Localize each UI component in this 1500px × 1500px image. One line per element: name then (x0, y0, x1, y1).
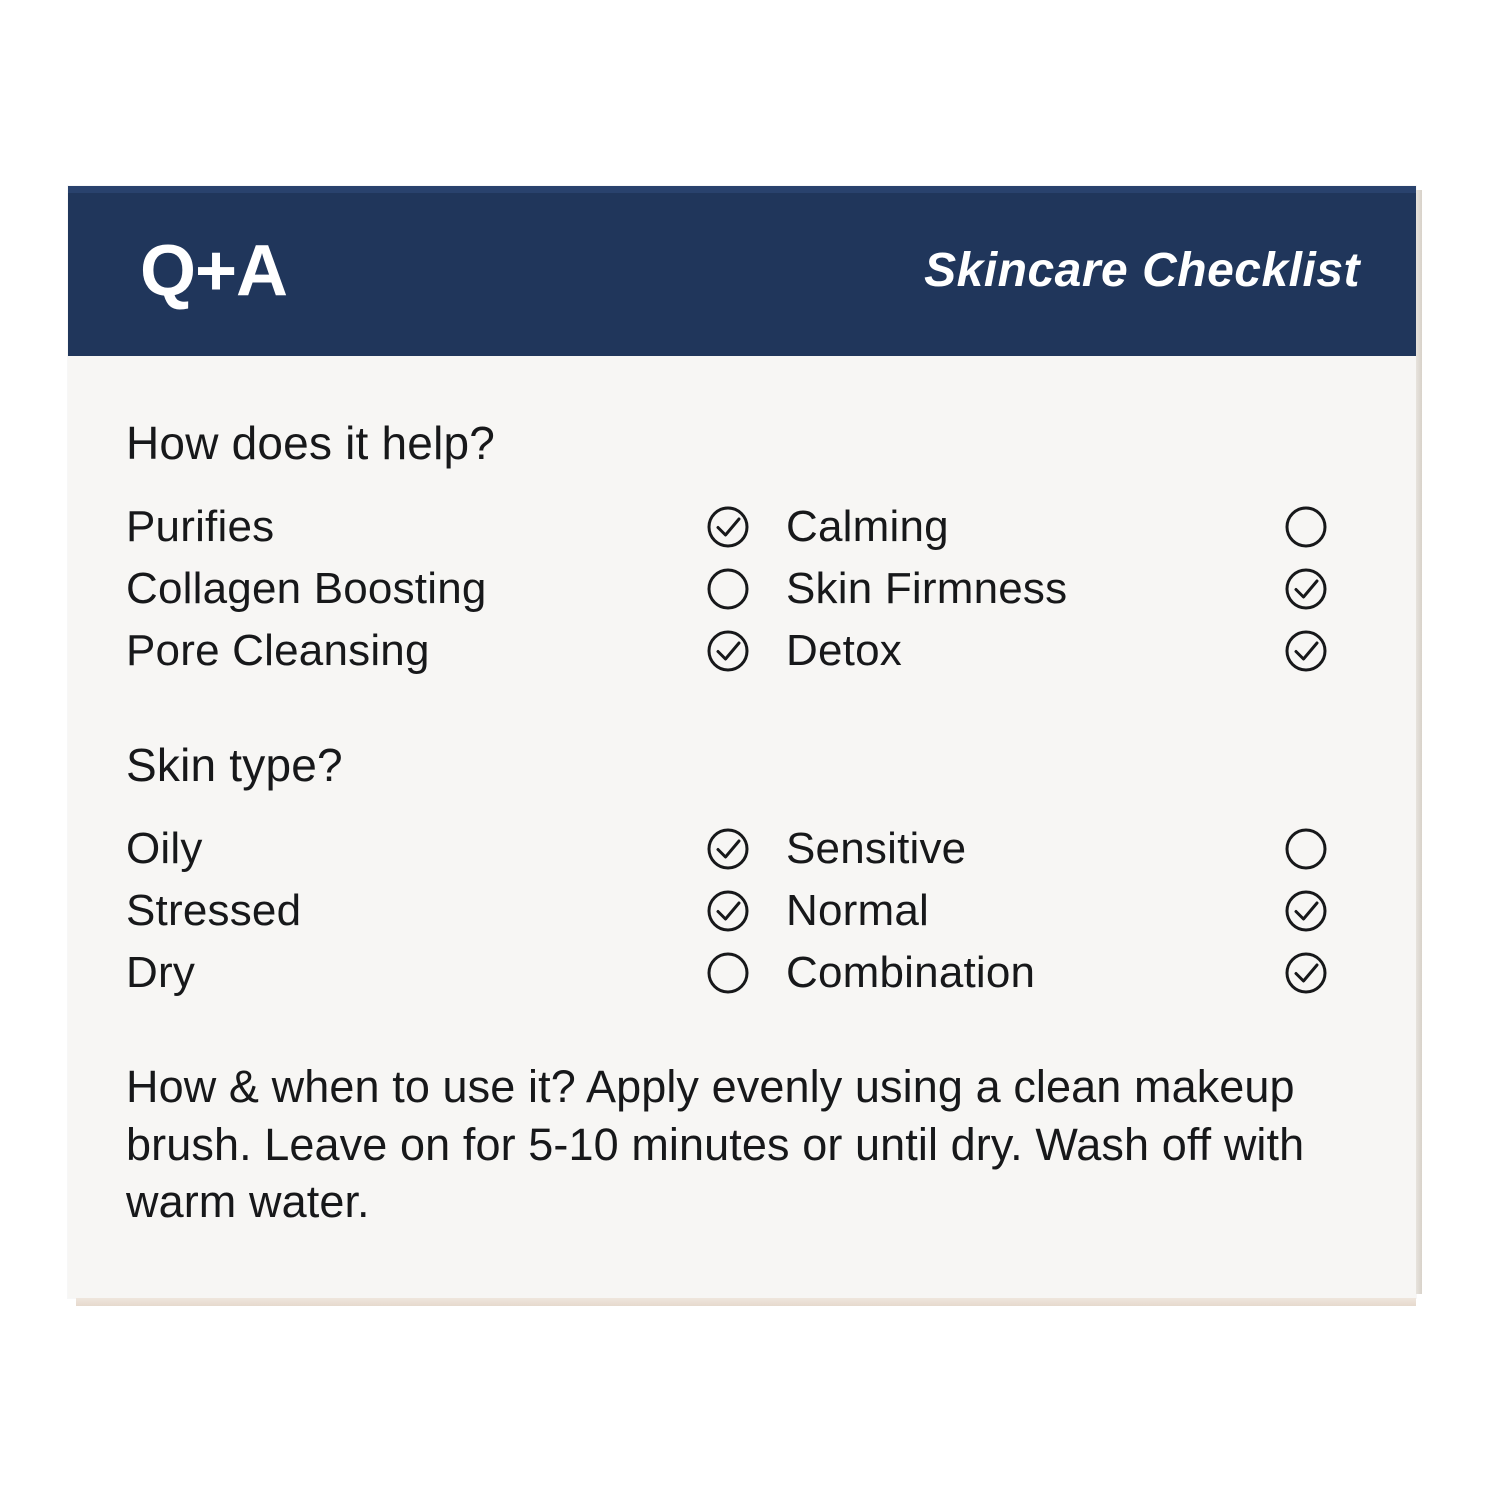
list-item-label: Calming (786, 502, 949, 551)
check-circle-icon[interactable] (1284, 889, 1328, 933)
list-item-label: Skin Firmness (786, 564, 1068, 613)
section-question: Skin type? (126, 739, 343, 791)
check-circle-icon[interactable] (1284, 567, 1328, 611)
check-circle-icon[interactable] (1284, 951, 1328, 995)
checklist-content (68, 356, 1416, 1298)
check-circle-icon[interactable] (706, 505, 750, 549)
list-item[interactable] (786, 880, 1344, 942)
package-panel (68, 186, 1416, 1298)
list-item[interactable] (126, 558, 766, 620)
check-circle-icon[interactable] (1284, 629, 1328, 673)
list-item[interactable] (126, 880, 766, 942)
checklist-grid (126, 496, 1344, 682)
list-item-label: Stressed (126, 886, 302, 935)
page-title: Skincare Checklist (924, 244, 1360, 297)
list-item-label: Oily (126, 824, 203, 873)
list-item-label: Purifies (126, 502, 275, 551)
check-circle-icon[interactable] (706, 889, 750, 933)
circle-icon[interactable] (1284, 827, 1328, 871)
section-how-does-it-help (126, 416, 1344, 682)
checklist-grid (126, 818, 1344, 1004)
circle-icon[interactable] (1284, 505, 1328, 549)
list-item-label: Sensitive (786, 824, 967, 873)
list-item[interactable] (126, 942, 766, 1004)
list-item-label: Detox (786, 626, 902, 675)
list-item[interactable] (126, 620, 766, 682)
list-item-label: Dry (126, 948, 196, 997)
list-item[interactable] (786, 818, 1344, 880)
header-band (68, 186, 1416, 356)
section-divider-space (126, 682, 1344, 738)
check-circle-icon[interactable] (706, 827, 750, 871)
list-item[interactable] (786, 558, 1344, 620)
list-item[interactable] (786, 496, 1344, 558)
check-circle-icon[interactable] (706, 629, 750, 673)
section-question: How does it help? (126, 417, 496, 469)
list-item-label: Normal (786, 886, 929, 935)
brand-logo: Q+A (140, 231, 288, 311)
list-item[interactable] (786, 942, 1344, 1004)
package-bottom-edge (76, 1298, 1416, 1306)
circle-icon[interactable] (706, 567, 750, 611)
list-item[interactable] (786, 620, 1344, 682)
list-item-label: Combination (786, 948, 1036, 997)
usage-instructions: How & when to use it? Apply evenly using a clean makeup brush. Leave on for 5-10 minutes or until dry. Wash off with warm water. (126, 1061, 1305, 1228)
package-right-edge (1416, 190, 1422, 1294)
section-skin-type (126, 738, 1344, 1004)
list-item-label: Collagen Boosting (126, 564, 487, 613)
list-item-label: Pore Cleansing (126, 626, 430, 675)
list-item[interactable] (126, 496, 766, 558)
circle-icon[interactable] (706, 951, 750, 995)
list-item[interactable] (126, 818, 766, 880)
